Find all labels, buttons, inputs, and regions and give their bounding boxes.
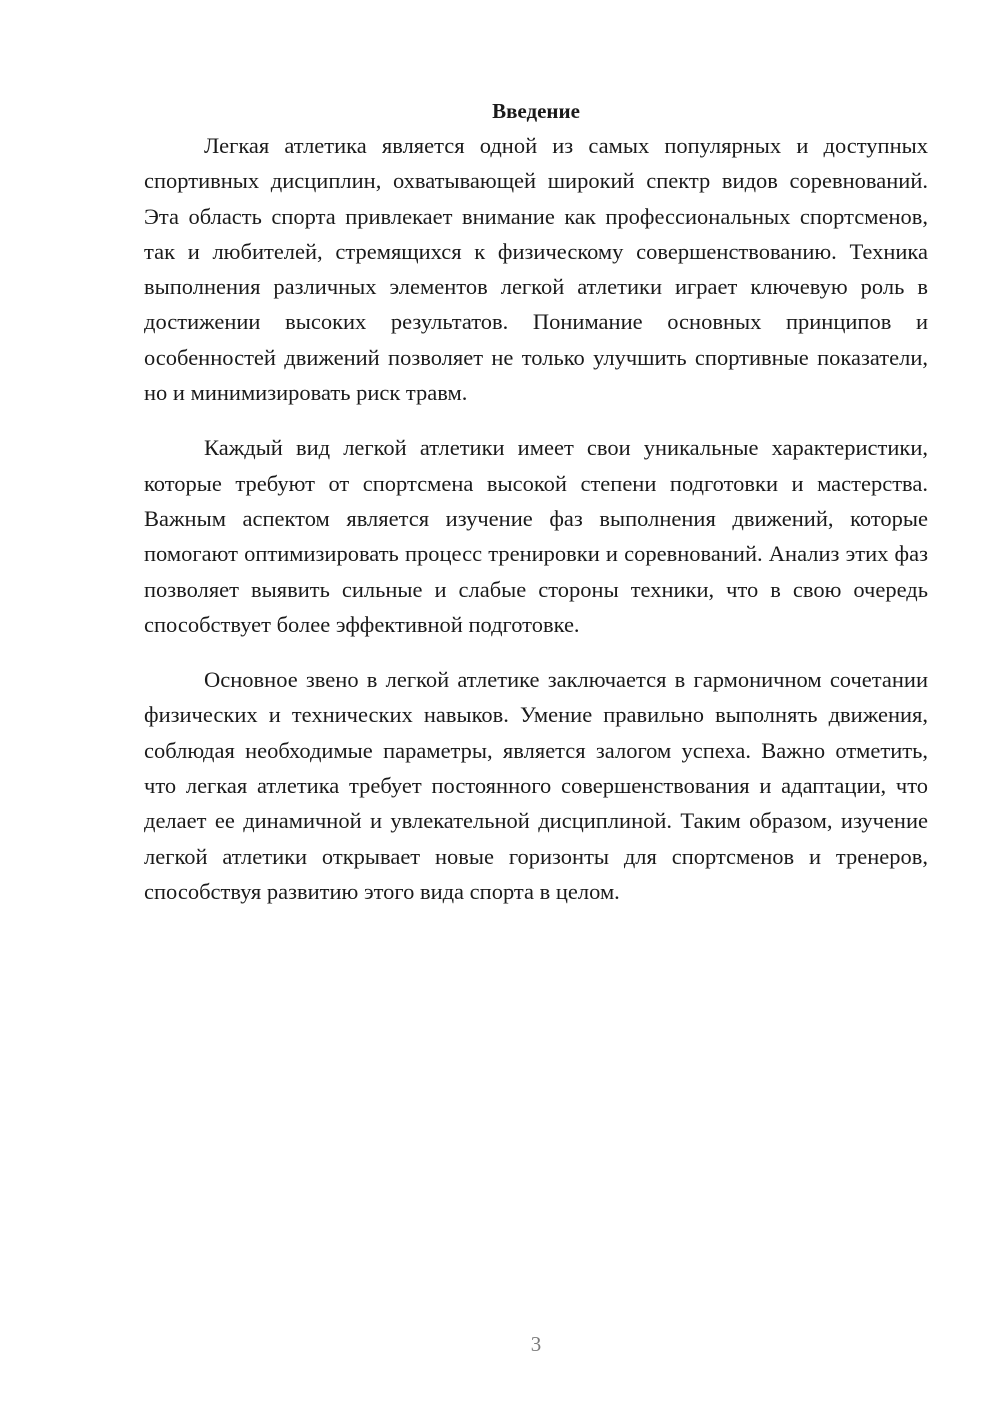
section-heading: Введение: [492, 99, 580, 123]
page-content: [144, 96, 928, 929]
page-number: 3: [530, 1332, 542, 1356]
paragraph-2: Каждый вид легкой атлетики имеет свои уникальные характеристики, которые требуют от спортсмена высокой степени подготовки и мастерства. Важным аспектом является изучение фаз выполнения движений, которые помогают оптимизировать процесс тренировки и соревнований. Анализ этих фаз позволяет выявить сильные и слабые стороны техники, что в свою очередь способствует более эффективной подготовке.: [144, 435, 928, 637]
paragraph-3: Основное звено в легкой атлетике заключается в гармоничном сочетании физических и технических навыков. Умение правильно выполнять движения, соблюдая необходимые параметры, является залогом успеха. Важно отметить, что легкая атлетика требует постоянного совершенствования и адаптации, что делает ее динамичной и увлекательной дисциплиной. Таким образом, изучение легкой атлетики открывает новые горизонты для спортсменов и тренеров, способствуя развитию этого вида спорта в целом.: [144, 667, 928, 904]
paragraph-1: Легкая атлетика является одной из самых популярных и доступных спортивных дисциплин, охватывающей широкий спектр видов соревнований. Эта область спорта привлекает внимание как профессиональных спортсменов, так и любителей, стремящихся к физическому совершенствованию. Техника выполнения различных элементов легкой атлетики играет ключевую роль в достижении высоких результатов. Понимание основных принципов и особенностей движений позволяет не только улучшить спортивные показатели, но и минимизировать риск травм.: [144, 133, 928, 406]
